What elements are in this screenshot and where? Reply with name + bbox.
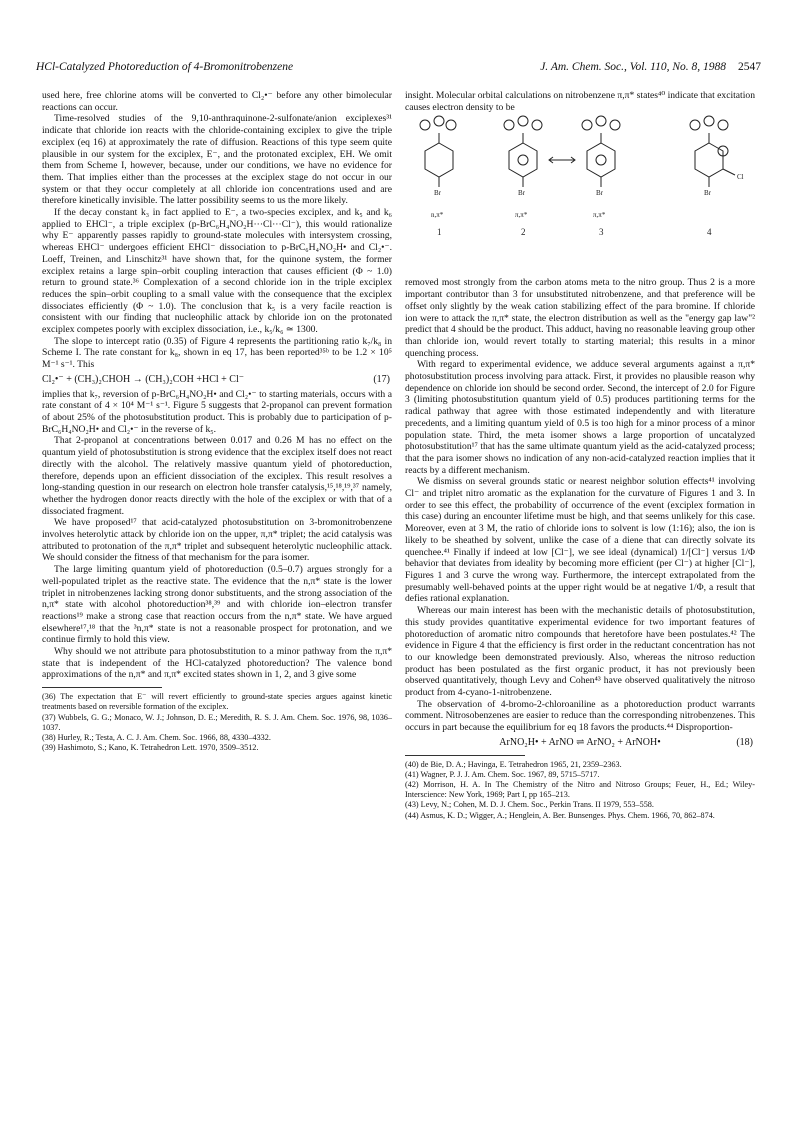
structure-number-3: 3 (599, 227, 604, 238)
paragraph: If the decay constant k₃ in fact applied to E⁻, a two-species exciplex, and k₅ and k₆ applied to EHCl⁻, a triple exciplex (p-BrC₆H₄NO₂H···Cl···Cl⁻), this would rationalize why E⁻ apparently passes rapidly to ground-state molecules with intersystem crossing, whereas EHCl⁻ undergoes efficient EHCl⁻ dissociation to p-BrC₆H₄NO₂H• and Cl₂•⁻. Loeff, Treinen, and Linschitz³¹ have shown that, for the quinone system, the former exciplex retains a large spin–orbit coupling interaction that causes efficient (Φ ~ 1.0) return to ground state.³⁶ Complexation of a second chloride ion in the triple exciplex reduces the spin–orbit coupling to a small value with the consequence that the exciplex dissociates efficiently (Φ ~ 1.0). The conclusion that k₅ is a very facile reaction is consistent with our finding that nucleophilic attack by chloride ion on the protonated exciplex competes poorly with exciplex dissociation, i.e., k₅/k₆ ≃ 1300. (42, 207, 392, 336)
equation-number: (18) (736, 736, 753, 748)
footnote: (38) Hurley, R.; Testa, A. C. J. Am. Chem. Soc. 1966, 88, 4330–4332. (42, 732, 271, 742)
right-column (405, 90, 755, 821)
footnote: (41) Wagner, P. J. J. Am. Chem. Soc. 1967, 89, 5715–5717. (405, 769, 600, 779)
paragraph: The observation of 4-bromo-2-chloroaniline as a photoreduction product warrants comment. Nitrosobenzenes are easier to reduce than the corresponding nitrobenzenes. This occurs in part because the equilibrium for eq 18 favors the products.⁴⁴ Disproportion- (405, 698, 755, 734)
header-journal (540, 61, 761, 73)
page-number: 2547 (738, 61, 761, 73)
structure-2 (504, 116, 542, 187)
state-label-1: n,π* (431, 211, 444, 220)
paragraph: That 2-propanol at concentrations between 0.017 and 0.26 M has no effect on the quantum yield of photosubstitution is strong evidence that the exciplex itself does not react directly with the alcohol. The relatively massive quantum yield of photoreduction, therefore, depends upon an efficient dissociation of the exciplex. This result resolves a long-standing question in our research on electron hole transfer catalysis,¹⁵,¹⁸,¹⁹,³⁷ namely, whether the hydrogen donor reacts directly with the hole of the exciplex or with that of a dissociated fragment. (42, 435, 392, 517)
br-label-3: Br (596, 189, 603, 198)
paragraph: Whereas our main interest has been with the mechanistic details of photosubstitution, this study provides quantitative experimental evidence for two important features of photoreduction of aromatic nitro compounds that heretofore have been postulates.⁴² The evidence in Figure 4 that the efficiency is first order in the reductant concentration has not to our knowledge been demonstrated previously. Also, whereas the nitroso reduction product has been postulated as the first organic product, it has not previously been observed quantitatively, though Levy and Cohen⁴³ have observed qualitatively the nitroso product from 4-cyano-1-nitrobenzene. (405, 605, 755, 699)
footnote: (43) Levy, N.; Cohen, M. D. J. Chem. Soc., Perkin Trans. II 1979, 553–558. (405, 800, 654, 810)
paragraph: With regard to experimental evidence, we adduce several arguments against a π,π* photosubstitution process involving para attack. First, it provides no plausible reason why dependence on chloride ion should be second order. Second, the intercept of 2.0 for Figure 3 (limiting photosubstitution quantum yield of 0.5) produces partitioning terms for the radical pathway that agree with those estimated independently and with literature precedents, and a limiting quantum yield of 0.5 is too high for a minor process of a minor population state. Third, the meta isomer shows a large proportion of uncatalyzed photosubstitution¹⁷ that has the same ultimate quantum yield as the acid-catalyzed process; that the para isomer shows no indication of any non-acid-catalyzed reaction implies that it reacts by a different mechanism. (405, 359, 755, 476)
br-label-2: Br (518, 189, 525, 198)
footnote: (39) Hashimoto, S.; Kano, K. Tetrahedron Lett. 1970, 3509–3512. (42, 743, 259, 753)
equation-text: ArNO₂H• + ArNO ⇌ ArNO₂ + ArNOH• (499, 736, 661, 748)
structure-number-1: 1 (437, 227, 442, 238)
paragraph: We dismiss on several grounds static or nearest neighbor solution effects⁴¹ involving Cl⁻ and triplet nitro aromatic as the explanation for the curvature of Figures 1 and 3. In order to see this effect, the probability of occurrence of the event (exciplex formation in this case) during an encounter lifetime must be high, and that seems unlikely for this case. Moreover, even at 3 M, the ratio of chloride ions to solvent is low (1:16); also, the ion is likely to be sheathed by solvent, unlike the case of a diene that can directly solvate its quenchee.⁴¹ Finally if indeed at low [Cl⁻], we see ideal (dynamical) 1/[Cl⁻] versus 1/Φ behavior that deviates from ideality by becoming more efficient (per Cl⁻) at higher [Cl⁻], Figures 1 and 3 curve the wrong way. Furthermore, the intercept extrapolated from the presumably well-behaved points at the upper right would be at negative 1/Φ, a result that defies rational explanation. (405, 476, 755, 605)
footnote-rule (42, 687, 162, 688)
state-label-2: π,π* (515, 211, 528, 220)
paragraph: The slope to intercept ratio (0.35) of Figure 4 represents the partitioning ratio k₇/k₈ in Scheme I. The rate constant for k₈, shown in eq 17, has been reported³⁵ᵇ to be 1.2 × 10⁵ M⁻¹ s⁻¹. This (42, 335, 392, 371)
left-column (42, 90, 392, 753)
footnotes (42, 692, 392, 753)
header-title: HCl-Catalyzed Photoreduction of 4-Bromonitrobenzene (36, 61, 294, 73)
br-label-1: Br (434, 189, 441, 198)
equation-number: (17) (373, 373, 390, 385)
structure-number-4: 4 (707, 227, 712, 238)
structure-3 (582, 116, 620, 187)
structure-4 (690, 116, 735, 187)
paragraph: The large limiting quantum yield of photoreduction (0.5–0.7) argues strongly for a well-populated triplet as the reactive state. The evidence that the n,π* state is the lower triplet in nitrobenzenes lacking strong donor substituents, and the strong association of the n,π* state with alcohol photoreduction³⁸,³⁹ and with chloride ion–electron transfer reactions¹⁹ make a strong case that reaction occurs from the n,π* state. We have argued elsewhere¹⁷,¹⁸ that the ³n,π* state is not a reasonable prospect for protonation, and we continue firmly to hold this view. (42, 564, 392, 646)
paragraph: used here, free chlorine atoms will be converted to Cl₂•⁻ before any other bimolecular reactions can occur. (42, 90, 392, 113)
header-journal-name: J. Am. Chem. Soc., Vol. 110, No. 8, 1988 (540, 61, 726, 73)
paragraph: Why should we not attribute para photosubstitution to a minor pathway from the π,π* state that is independent of the HCl-catalyzed photoreduction? The valence bond approximations of the n,π* and π,π* excited states shown in 1, 2, and 3 give some (42, 646, 392, 681)
br-label-4: Br (704, 189, 711, 198)
running-header (36, 61, 761, 77)
paragraph: removed most strongly from the carbon atoms meta to the nitro group. Thus 2 is a more important contributor than 3 for unsubstituted nitrobenzene, and that preference will be offset only slightly by the weak cation stabilizing effect of the para bromine. If chloride ion were to attack the π,π* state, the electron distribution as well as the "energy gap law"² predict that 4 should be the product. This adduct, having no reasonable leaving group other than chloride ion, would revert totally to starting material; this results in a minor quenching process. (405, 277, 755, 359)
footnote: (40) de Bie, D. A.; Havinga, E. Tetrahedron 1965, 21, 2359–2363. (405, 759, 622, 769)
equation-text: Cl₂•⁻ + (CH₃)₂CHOH → (CH₃)₂COH +HCl + Cl⁻ (42, 373, 245, 385)
paragraph: insight. Molecular orbital calculations on nitrobenzene π,π* states⁴⁰ indicate that excitation causes electron density to be (405, 90, 755, 113)
footnote: (36) The expectation that E⁻ will revert efficiently to ground-state species argues against kinetic treatments based on reversible formation of the exciplex. (42, 692, 392, 712)
footnote: (37) Wubbels, G. G.; Monaco, W. J.; Johnson, D. E.; Meredith, R. S. J. Am. Chem. Soc. 1976, 98, 1036–1037. (42, 712, 392, 732)
structure-number-2: 2 (521, 227, 526, 238)
equation-17 (42, 374, 392, 386)
paragraph: implies that k₇, reversion of p-BrC₆H₄NO₂H• and Cl₂•⁻ to starting materials, occurs with a rate constant of 4 × 10⁴ M⁻¹ s⁻¹. Figure 5 suggests that 2-propanol can prevent formation of about 25% of the photosubstitution product. This is probably due to participation of p-BrC₆H₄NO₂H• and Cl₂•⁻ in the reverse of k₅. (42, 388, 392, 435)
footnote: (44) Asmus, K. D.; Wigger, A.; Henglein, A. Ber. Bunsenges. Phys. Chem. 1966, 70, 862–874. (405, 810, 715, 820)
state-label-3: π,π* (593, 211, 606, 220)
paragraph: Time-resolved studies of the 9,10-anthraquinone-2-sulfonate/anion exciplexes³¹ indicate that chloride ion reacts with the chloride-containing exciplex to give the triple exciplex (eq 16) at approximately the rate of diffusion. Reactions of this type seem quite plausible in our system for the exciplex, E⁻, and the protonated exciplex, EH. We omit them from Scheme I, however, because, under our conditions, we have no evidence for them. That implies either than the processes at the exciplex stage do not occur in our system or that they occur completely at all chloride ion concentrations used and are therefore kinetically invisible. The latter possibility seems to us the more likely. (42, 113, 392, 207)
equation-18 (405, 737, 755, 749)
footnotes (405, 760, 755, 821)
resonance-structures-figure (405, 113, 755, 273)
paragraph: We have proposed¹⁷ that acid-catalyzed photosubstitution on 3-bromonitrobenzene involves heterolytic attack by chloride ion on the upper, π,π* triplet; the acid catalysis was attributed to protonation of the π,π* triplet and subsequent heterolytic nucleophilic attack. We should consider the fitness of that mechanism for the para isomer. (42, 517, 392, 564)
cl-label: Cl (737, 173, 744, 182)
structures-svg (405, 113, 755, 273)
footnote-rule (405, 755, 525, 756)
footnote: (42) Morrison, H. A. In The Chemistry of the Nitro and Nitroso Groups; Feuer, H., Ed.; Wiley-Interscience: New York, 1969; Part I, pp 165–213. (405, 779, 755, 800)
structure-1 (420, 116, 456, 187)
